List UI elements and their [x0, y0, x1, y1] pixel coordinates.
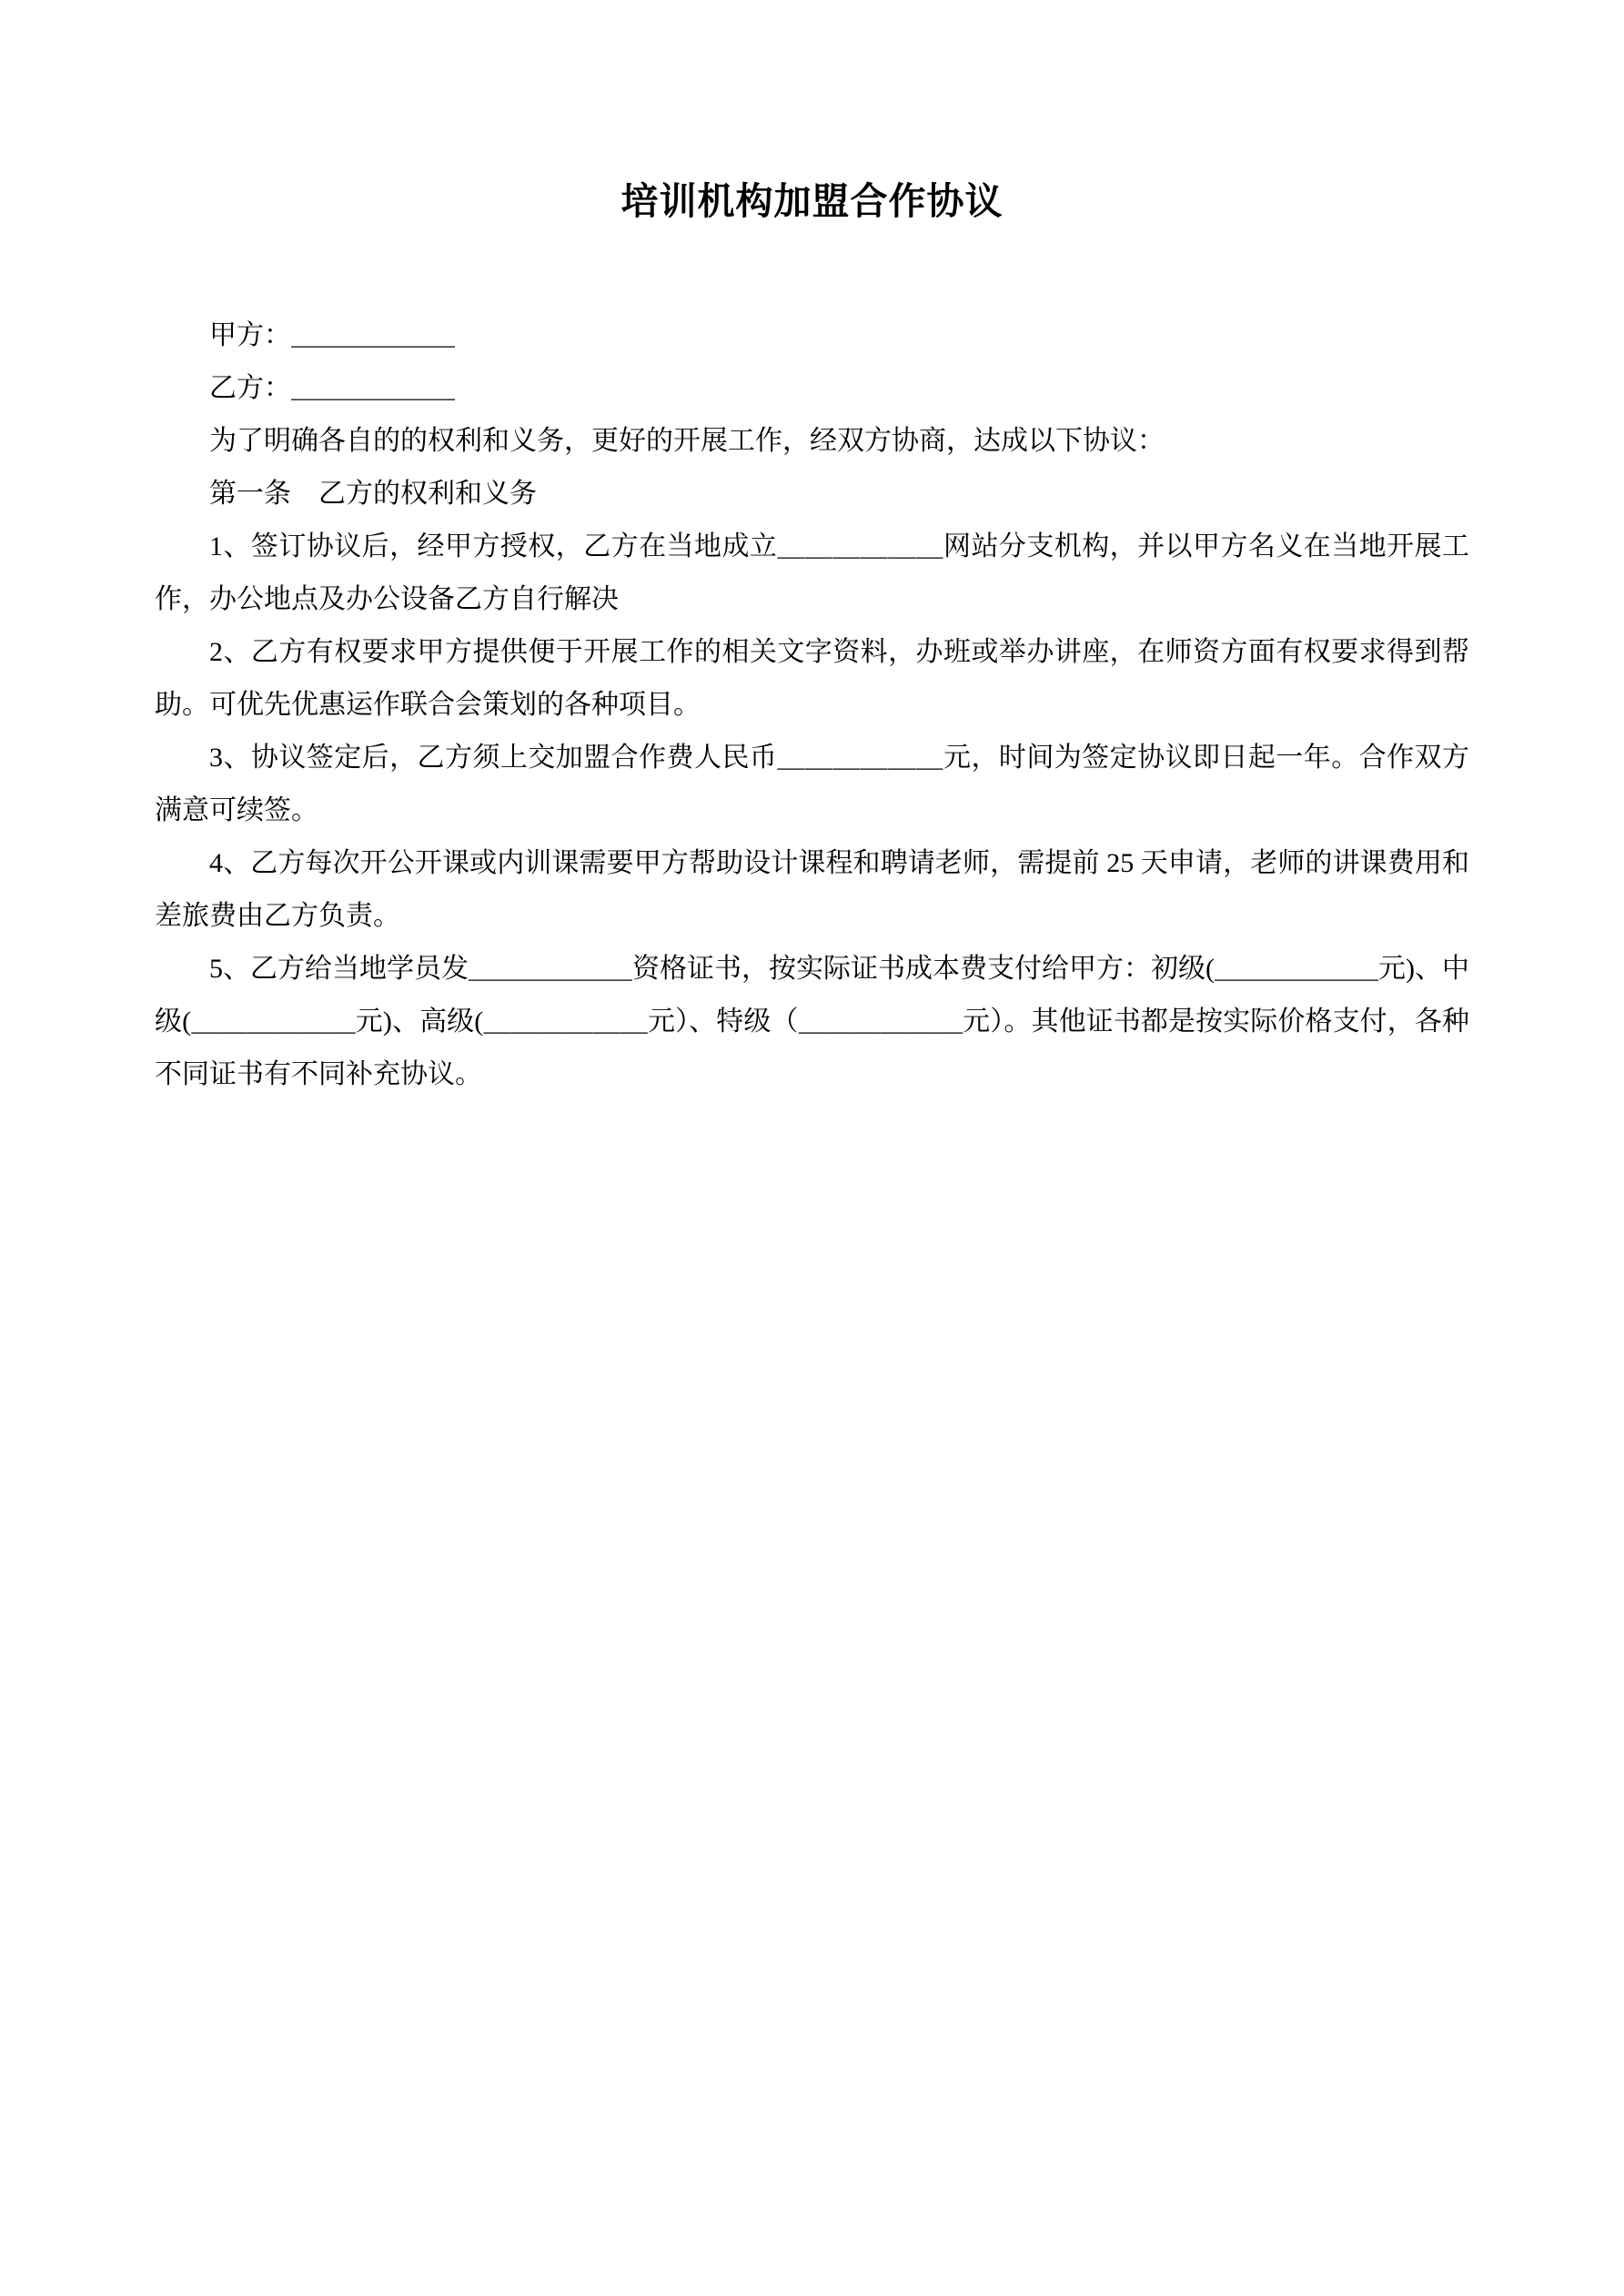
paragraph-party-a: 甲方：＿＿＿＿＿＿ — [209, 320, 455, 351]
document-title: 培训机构加盟合作协议 — [620, 180, 1004, 222]
document-body — [155, 309, 1469, 1101]
paragraph-clause-5: 5、乙方给当地学员发＿＿＿＿＿＿资格证书，按实际证书成本费支付给甲方：初级(＿＿＿＿＿＿元)、中级(＿＿＿＿＿＿元)、高级(＿＿＿＿＿＿元）、特级（＿＿＿＿＿＿元）。其他证书都是按实际价格支付，各种不同证书有不同补充协议。 — [155, 954, 1469, 1090]
paragraph-article-1-heading: 第一条 乙方的权利和义务 — [209, 479, 537, 510]
paragraph-clause-2: 2、乙方有权要求甲方提供便于开展工作的相关文字资料，办班或举办讲座，在师资方面有权要求得到帮助。可优先优惠运作联合会策划的各种项目。 — [155, 637, 1469, 721]
paragraph-preamble: 为了明确各自的的权利和义务，更好的开展工作，经双方协商，达成以下协议： — [209, 426, 1165, 457]
paragraph-clause-1: 1、签订协议后，经甲方授权，乙方在当地成立＿＿＿＿＿＿网站分支机构，并以甲方名义在当地开展工作，办公地点及办公设备乙方自行解决 — [155, 531, 1469, 615]
paragraph-party-b: 乙方：＿＿＿＿＿＿ — [209, 373, 455, 404]
paragraph-clause-3: 3、协议签定后，乙方须上交加盟合作费人民币＿＿＿＿＿＿元，时间为签定协议即日起一年。合作双方满意可续签。 — [155, 743, 1469, 826]
paragraph-clause-4: 4、乙方每次开公开课或内训课需要甲方帮助设计课程和聘请老师，需提前 25 天申请，老师的讲课费用和差旅费由乙方负责。 — [155, 848, 1469, 932]
